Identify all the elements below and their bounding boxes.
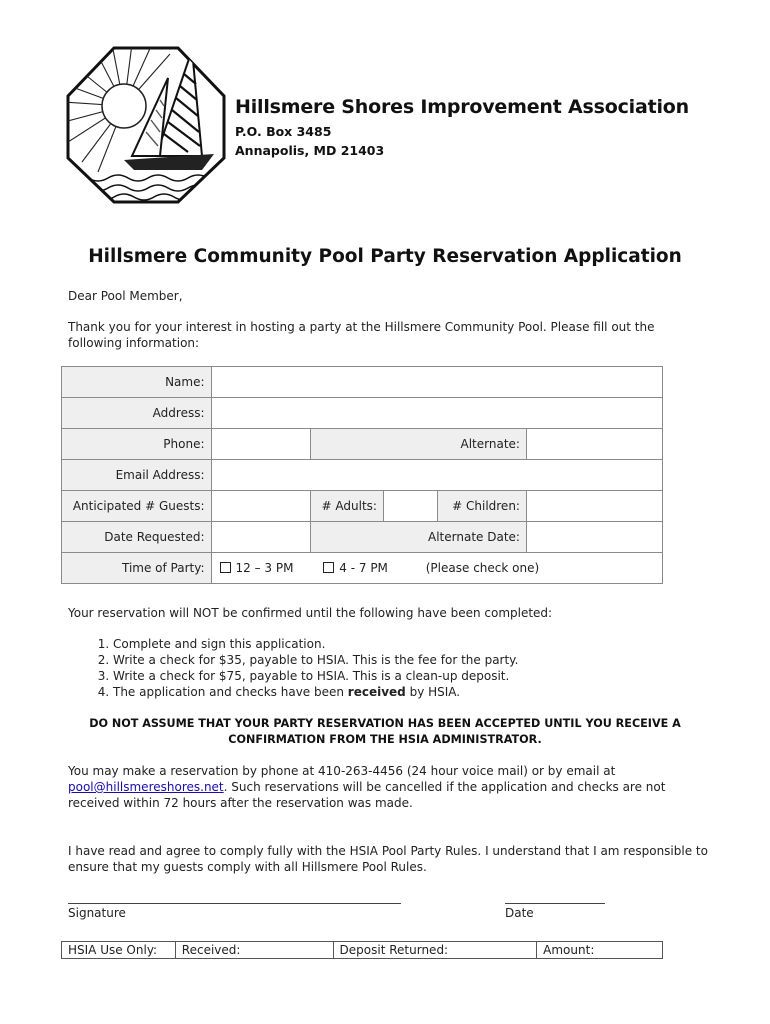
form-row-email	[62, 460, 663, 491]
time-of-party-label: Time of Party:	[62, 553, 212, 584]
list-item: 3. Write a check for $75, payable to HSIA. This is a clean-up deposit.	[113, 668, 518, 684]
contact-paragraph	[68, 763, 688, 811]
time-option-2[interactable]	[323, 561, 391, 575]
alternate-date-field[interactable]	[526, 522, 662, 553]
form-row-address	[62, 398, 663, 429]
contact-text-before: You may make a reservation by phone at 410-263-4456 (24 hour voice mail) or by email at	[68, 764, 616, 778]
phone-label: Phone:	[62, 429, 212, 460]
guests-label: Anticipated # Guests:	[62, 491, 212, 522]
form-row-guests	[62, 491, 663, 522]
time-option-1-label: 12 – 3 PM	[235, 561, 294, 575]
children-label: # Children:	[437, 491, 526, 522]
warning-line-2: CONFIRMATION FROM THE HSIA ADMINISTRATOR.	[228, 733, 542, 746]
intro-text: Thank you for your interest in hosting a party at the Hillsmere Community Pool. Please fill out the following information:	[68, 320, 655, 350]
step4-text-after: by HSIA.	[405, 685, 461, 699]
date-line[interactable]	[505, 903, 605, 904]
address-line-1: P.O. Box 3485	[235, 124, 332, 139]
list-item: 2. Write a check for $35, payable to HSIA. This is the fee for the party.	[113, 652, 518, 668]
warning-line-1: DO NOT ASSUME THAT YOUR PARTY RESERVATION HAS BEEN ACCEPTED UNTIL YOU RECEIVE A	[89, 717, 681, 730]
agreement-text: I have read and agree to comply fully with the HSIA Pool Party Rules. I understand that I am responsible to ensure that my guests comply with all Hillsmere Pool Rules.	[68, 844, 708, 874]
signature-label: Signature	[68, 906, 126, 920]
page-title: Hillsmere Community Pool Party Reservation Application	[88, 246, 682, 267]
email-field[interactable]	[211, 460, 662, 491]
signature-line[interactable]	[68, 903, 401, 904]
hsia-logo	[64, 44, 228, 206]
office-use-label: HSIA Use Only:	[62, 942, 176, 959]
date-requested-field[interactable]	[211, 522, 311, 553]
alternate-phone-label: Alternate:	[311, 429, 527, 460]
office-use-table	[61, 941, 663, 959]
steps-list	[88, 636, 518, 700]
office-use-row	[62, 942, 663, 959]
time-option-1[interactable]	[220, 561, 298, 575]
address-label: Address:	[62, 398, 212, 429]
deposit-returned-field[interactable]: Deposit Returned:	[333, 942, 537, 959]
form-row-name	[62, 367, 663, 398]
checkbox-icon[interactable]	[220, 562, 231, 573]
received-field[interactable]: Received:	[175, 942, 333, 959]
warning-notice	[0, 716, 770, 748]
reservation-form	[61, 366, 663, 584]
form-row-time	[62, 553, 663, 584]
name-label: Name:	[62, 367, 212, 398]
date-requested-label: Date Requested:	[62, 522, 212, 553]
time-option-2-label: 4 - 7 PM	[339, 561, 388, 575]
form-row-phone	[62, 429, 663, 460]
sailboat-sun-logo-icon	[64, 44, 228, 206]
list-item: 1. Complete and sign this application.	[113, 636, 518, 652]
address-field[interactable]	[211, 398, 662, 429]
contact-text-after: . Such reservations will be cancelled if the application and checks are not received within 72 hours after the reservation was made.	[68, 780, 666, 810]
adults-field[interactable]	[383, 491, 437, 522]
guests-field[interactable]	[211, 491, 311, 522]
amount-field[interactable]: Amount:	[537, 942, 663, 959]
time-of-party-options	[211, 553, 662, 584]
pool-email-link[interactable]: pool@hillsmereshores.net	[68, 780, 224, 794]
phone-field[interactable]	[211, 429, 311, 460]
confirmation-intro: Your reservation will NOT be confirmed until the following have been completed:	[68, 606, 553, 620]
step4-text-bold: received	[347, 685, 406, 699]
time-note: (Please check one)	[425, 561, 540, 575]
address-line-2: Annapolis, MD 21403	[235, 143, 385, 158]
step4-text-before: The application and checks have been	[113, 685, 348, 699]
alternate-date-label: Alternate Date:	[311, 522, 527, 553]
children-field[interactable]	[526, 491, 662, 522]
name-field[interactable]	[211, 367, 662, 398]
list-item	[113, 684, 518, 700]
alternate-phone-field[interactable]	[526, 429, 662, 460]
organization-name: Hillsmere Shores Improvement Association	[235, 96, 689, 118]
checkbox-icon[interactable]	[323, 562, 334, 573]
email-label: Email Address:	[62, 460, 212, 491]
date-label: Date	[505, 906, 534, 920]
adults-label: # Adults:	[311, 491, 384, 522]
form-row-date	[62, 522, 663, 553]
greeting: Dear Pool Member,	[68, 289, 183, 303]
